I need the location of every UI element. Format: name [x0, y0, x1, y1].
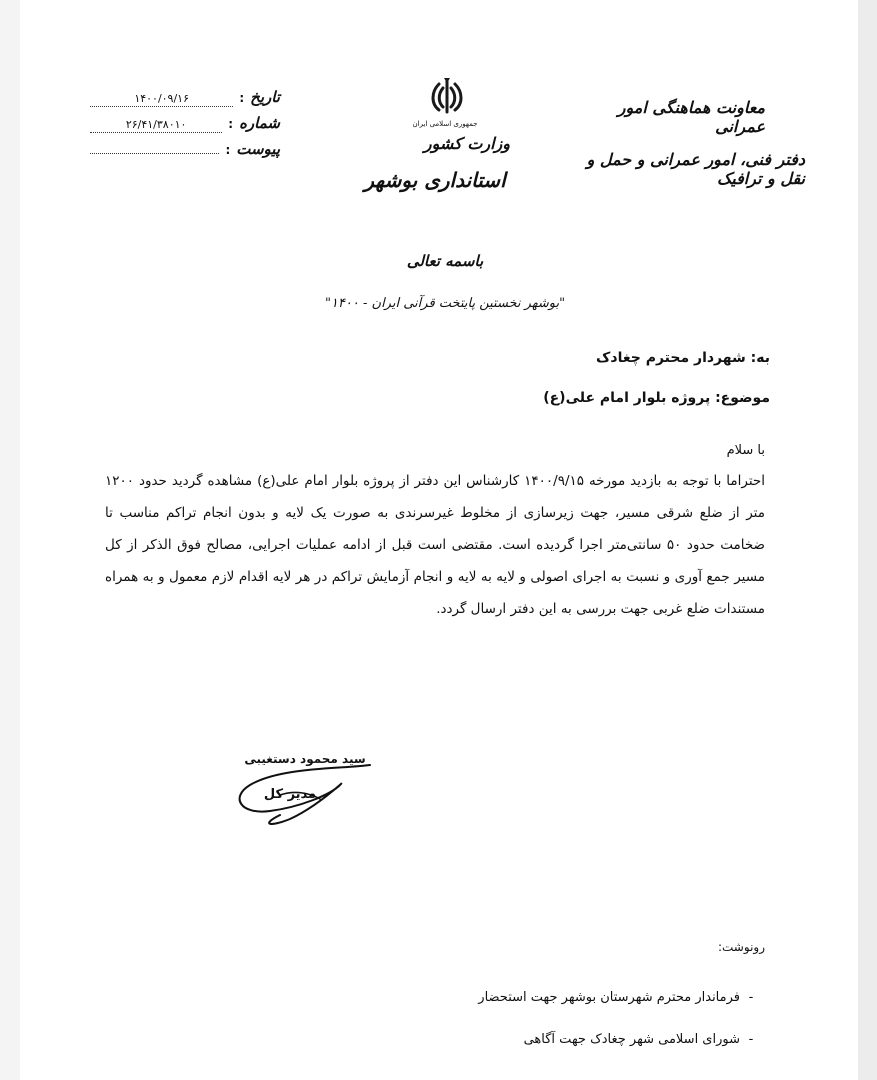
- copy-item-2: شورای اسلامی شهر چغادک جهت آگاهی: [523, 1032, 740, 1047]
- left-margin-background: [0, 0, 20, 1080]
- motto-line: "بوشهر نخستین پایتخت قرآنی ایران - ۱۴۰۰": [324, 296, 566, 311]
- letter-meta-block: [90, 88, 280, 166]
- right-margin-background: [858, 0, 877, 1080]
- governorate-name: استانداری بوشهر: [364, 168, 506, 192]
- copy-bullet: -: [748, 1032, 754, 1047]
- copies-heading: رونوشت:: [717, 940, 765, 954]
- number-colon: :: [228, 117, 234, 131]
- attachment-value: [90, 152, 219, 154]
- attachment-row: [90, 140, 280, 166]
- attachment-colon: :: [225, 143, 231, 157]
- date-colon: :: [239, 91, 245, 105]
- signatory-name: سید محمود دستغیبی: [244, 752, 366, 766]
- iran-emblem-icon: [425, 74, 469, 118]
- signatory-title: مدیر کل: [263, 787, 317, 802]
- greeting: با سلام: [726, 443, 765, 458]
- sender-office: [565, 98, 805, 188]
- letter-body: احتراما با توجه به بازدید مورخه ۱۴۰۰/۹/۱۵ کارشناس این دفتر از پروژه بلوار امام علی(ع) مشاهده گردید حدود ۱۲۰۰ متر از ضلع شرقی مسیر، جهت زیرسازی از مخلوط غیرسرندی به صورت یک لایه و بدون انجام تراکم مناسب تا ضخامت حدود ۵۰ سانتی‌متر اجرا گردیده است. مقتضی است قبل از ادامه عملیات اجرایی، مصالح فوق الذکر از کل مسیر جمع آوری و نسبت به اجرای اصولی و لایه به لایه و انجام آزمایش تراکم در هر لایه اقدام لازم معمول و به همراه مستندات ضلع غربی جهت بررسی به این دفتر ارسال گردد.: [105, 473, 766, 617]
- subject-line: موضوع: پروژه بلوار امام علی(ع): [543, 390, 770, 406]
- ministry-name: وزارت کشور: [423, 134, 510, 153]
- sender-line-1: معاونت هماهنگی امور عمرانی: [617, 98, 765, 136]
- emblem-caption: جمهوری اسلامی ایران: [412, 120, 478, 128]
- number-label: شماره: [239, 114, 280, 132]
- number-value: ۲۶/۴۱/۳۸۰۱۰: [90, 118, 222, 133]
- number-row: [90, 114, 280, 140]
- attachment-label: پیوست: [236, 140, 280, 158]
- invocation: باسمه تعالی: [406, 252, 484, 270]
- recipient-line: به: شهردار محترم چغادک: [596, 350, 770, 366]
- copy-item-1: فرماندار محترم شهرستان بوشهر جهت استحضار: [478, 990, 740, 1005]
- sender-line-2: دفتر فنی، امور عمرانی و حمل و نقل و ترافیک: [586, 150, 805, 188]
- date-label: تاریخ: [250, 88, 280, 106]
- date-value: ۱۴۰۰/۰۹/۱۶: [90, 92, 233, 107]
- date-row: [90, 88, 280, 114]
- copy-bullet: -: [748, 990, 754, 1005]
